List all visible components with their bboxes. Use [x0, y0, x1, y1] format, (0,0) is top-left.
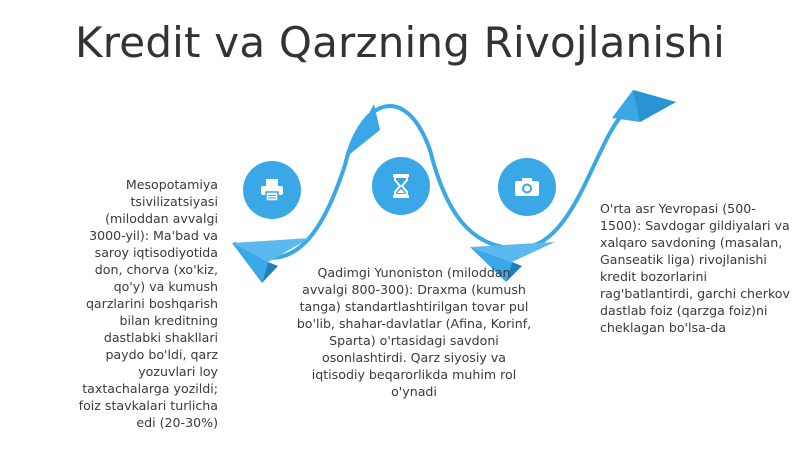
hourglass-icon — [391, 173, 411, 199]
stage-1-icon-circle — [243, 161, 301, 219]
stage-3-text: O'rta asr Yevropasi (500-1500): Savdogar gildiyalari va xalqaro savdoning (masalan, Ganseatik liga) rivojlanishi kredit bozorlarini rag'batlantirdi, garchi cherkov dastlab foiz (qarzga foiz)ni cheklagan bo'lsa-da — [600, 201, 790, 335]
arrowhead-1 — [345, 104, 380, 158]
page-title: Kredit va Qarzning Rivojlanishi — [75, 18, 725, 67]
stage-1-text: Mesopotamiya tsivilizatsiyasi (miloddan avvalgi 3000-yil): Ma'bad va saroy iqtisodiyotida don, chorva (xo'kiz, qo'y) va kumush qarzlarini boshqarish bilan kreditning dastlabki shakllari paydo bo'ldi, qarz yozuvlari loy taxtachalarga yozildi; foiz stavkalari turlicha edi (20-30%) — [78, 177, 218, 430]
stage-2-icon-circle — [372, 157, 430, 215]
printer-icon — [259, 178, 285, 202]
stage-2-text: Qadimgi Yunoniston (miloddan avvalgi 800-300): Draxma (kumush tanga) standartlashtirilgan tovar pul bo'lib, shahar-davlatlar (Afina, Korinf, Sparta) o'rtasidagi savdoni osonlashtirdi. Qarz siyosiy va iqtisodiy beqarorlikda muhim rol o'ynadi — [296, 265, 532, 399]
stage-3-icon-circle — [498, 158, 556, 216]
camera-icon — [514, 176, 540, 198]
